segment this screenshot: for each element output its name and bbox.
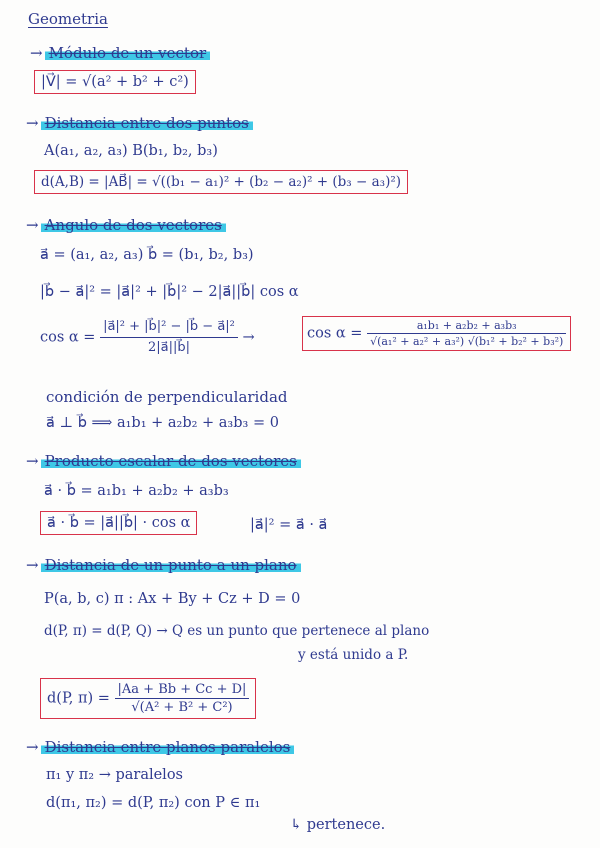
page-title: Geometria xyxy=(28,10,108,28)
law-line: |b⃗ − a⃗|² = |a⃗|² + |b⃗|² − 2|a⃗||b⃗| cos α xyxy=(40,284,299,300)
vectors-line: a⃗ = (a₁, a₂, a₃) b⃗ = (b₁, b₂, b₃) xyxy=(40,247,254,263)
cos-expression xyxy=(40,318,255,357)
formula-box-modulo: |V⃗| = √(a² + b² + c²) xyxy=(34,70,196,94)
plano-line-2: d(P, π) = d(P, Q) → Q es un punto que pertenece al plano xyxy=(44,623,430,639)
paralelos-line-3: ↳ pertenece. xyxy=(290,817,386,833)
perpendicular-title: condición de perpendicularidad xyxy=(46,388,288,406)
perpendicular-formula: a⃗ ⊥ b⃗ ⟹ a₁b₁ + a₂b₂ + a₃b₃ = 0 xyxy=(46,415,279,431)
section-heading-producto: → Producto escalar de dos vectores xyxy=(22,452,307,470)
cos-denominator: 2|a⃗||b⃗| xyxy=(147,340,190,355)
formula-box-plano xyxy=(40,678,256,719)
arrow-icon: → xyxy=(30,44,43,62)
section-heading-angulo: → Angulo de dos vectores xyxy=(22,216,232,234)
arrow-icon: → xyxy=(26,216,39,234)
arrow-icon: → xyxy=(26,556,39,574)
arrow-icon: → xyxy=(26,114,39,132)
producto-formula: a⃗ · b⃗ = a₁b₁ + a₂b₂ + a₃b₃ xyxy=(44,483,229,499)
cos-lhs: cos α = xyxy=(40,329,96,346)
box-plano-fraction xyxy=(115,682,250,715)
box-cos-numerator: a₁b₁ + a₂b₂ + a₃b₃ xyxy=(367,319,566,334)
points-line: A(a₁, a₂, a₃) B(b₁, b₂, b₃) xyxy=(44,143,218,159)
section-heading-punto-plano: → Distancia de un punto a un plano xyxy=(22,556,307,574)
box-cos-fraction xyxy=(367,319,566,348)
paralelos-line-2: d(π₁, π₂) = d(P, π₂) con P ∈ π₁ xyxy=(46,795,261,811)
section-heading-planos-paralelos: → Distancia entre planos paralelos xyxy=(22,738,300,756)
arrow-icon: → xyxy=(26,738,39,756)
cos-fraction xyxy=(100,318,238,357)
box-plano-numerator: |Aa + Bb + Cc + D| xyxy=(115,682,250,699)
section-heading-distancia-puntos: → Distancia entre dos puntos xyxy=(22,114,259,132)
arrow-icon: → xyxy=(242,329,255,346)
paralelos-line-1: π₁ y π₂ → paralelos xyxy=(46,767,183,783)
box-plano-denominator: √(A² + B² + C²) xyxy=(131,700,233,715)
box-plano-lhs: d(P, π) = xyxy=(47,690,110,707)
formula-box-producto: a⃗ · b⃗ = |a⃗||b⃗| · cos α xyxy=(40,511,197,535)
cos-numerator: |a⃗|² + |b⃗|² − |b⃗ − a⃗|² xyxy=(100,318,238,338)
box-cos-lhs: cos α = xyxy=(307,325,363,342)
formula-box-cos xyxy=(302,316,571,351)
arrow-icon: → xyxy=(26,452,39,470)
section-heading-modulo: → Módulo de un vector xyxy=(26,44,216,62)
box-cos-denominator: √(a₁² + a₂² + a₃²) √(b₁² + b₂² + b₃²) xyxy=(370,335,564,348)
plano-line-3: y está unido a P. xyxy=(298,647,409,663)
formula-box-distancia: d(A,B) = |AB⃗| = √((b₁ − a₁)² + (b₂ − a₂)² + (b₃ − a₃)²) xyxy=(34,170,408,194)
plano-line-1: P(a, b, c) π : Ax + By + Cz + D = 0 xyxy=(44,591,301,607)
modulo-cuadrado: |a⃗|² = a⃗ · a⃗ xyxy=(250,517,328,533)
